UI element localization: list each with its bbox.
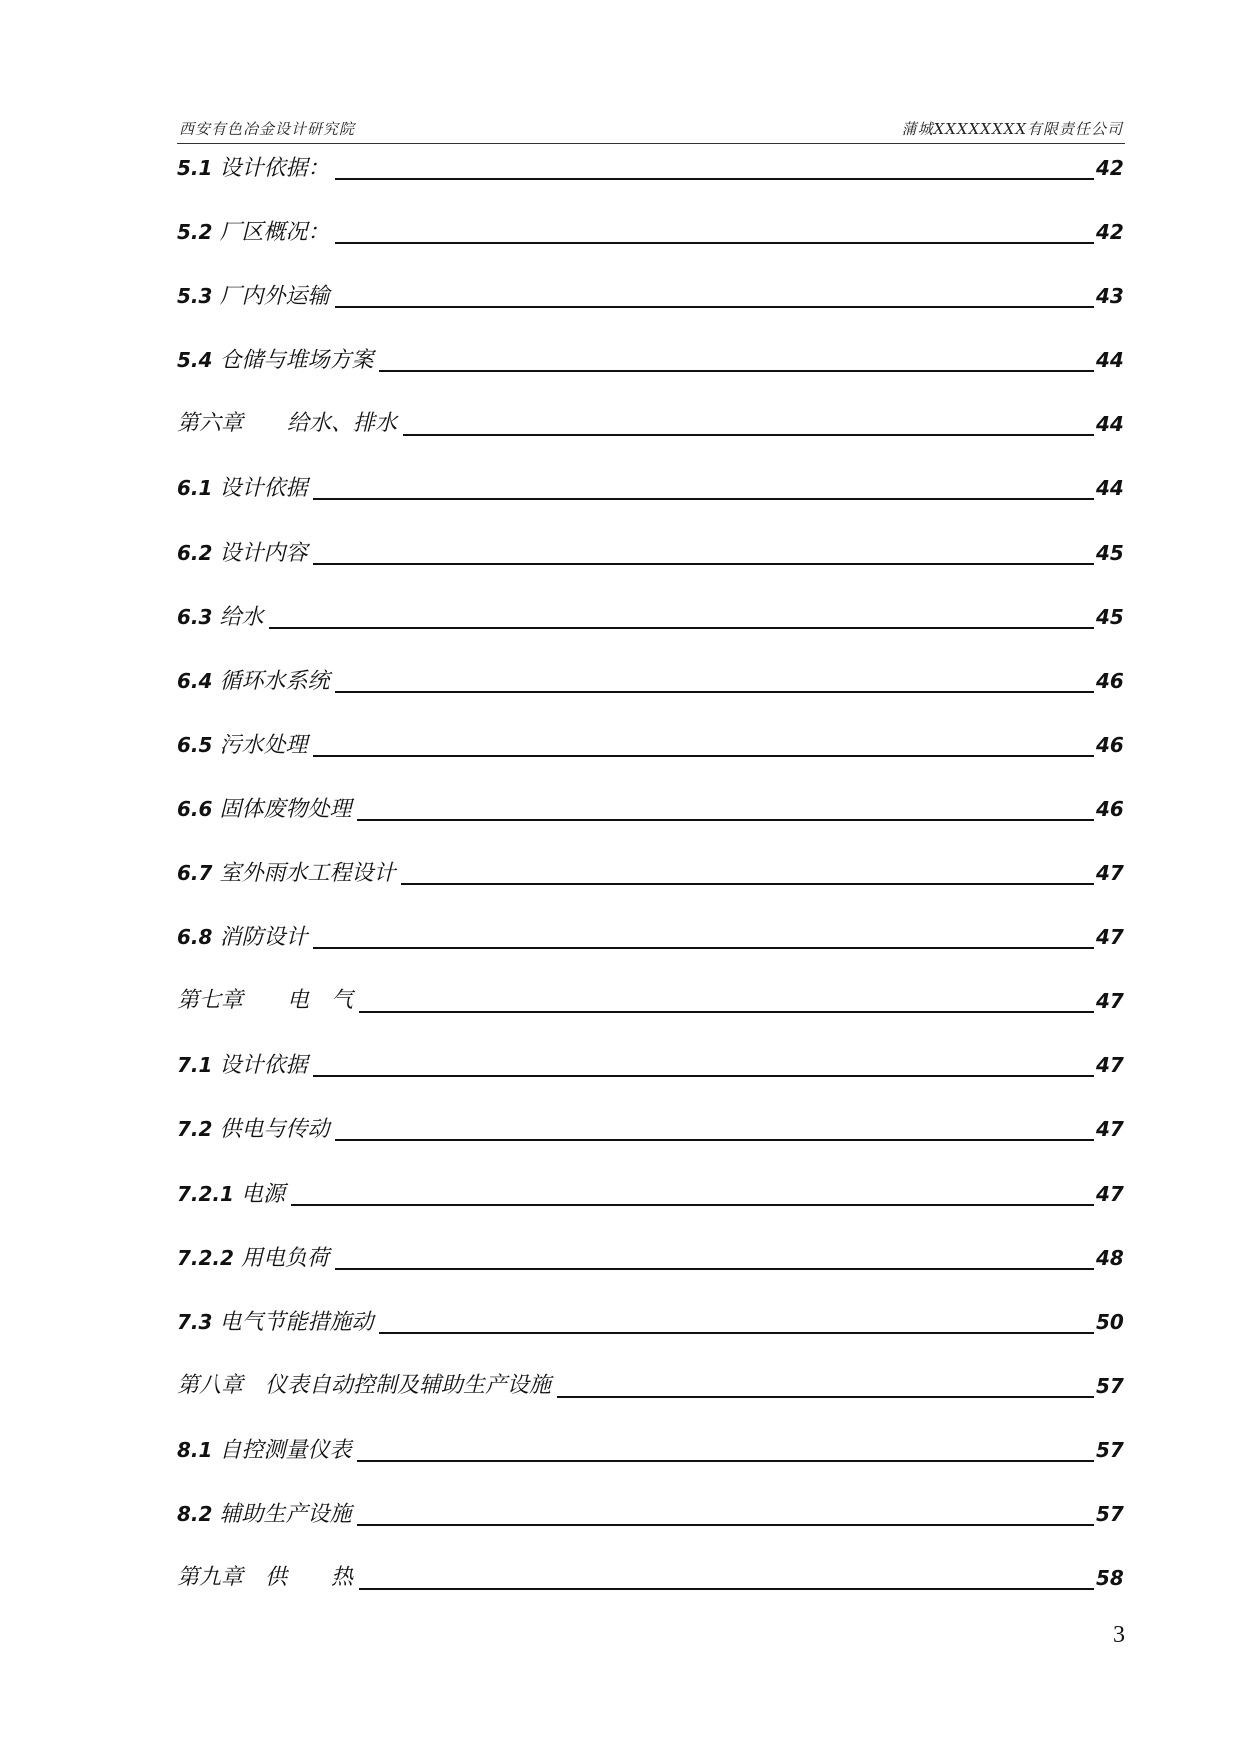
toc-chapter-entry[interactable] [177,1370,1122,1434]
toc-title: 第七章 电 气 [177,988,354,1014]
toc-title: 电气节能措施动 [219,1309,374,1335]
toc-page: 57 [1096,1437,1124,1462]
toc-page: 42 [1096,220,1124,245]
toc-leader [379,344,1094,372]
toc-page: 57 [1096,1501,1124,1526]
toc-page: 42 [1096,156,1124,180]
toc-leader [357,1434,1094,1462]
toc-page: 47 [1096,1053,1124,1078]
toc-page: 58 [1096,1566,1124,1591]
toc-page: 47 [1096,989,1124,1014]
toc-number: 6.7 [177,861,213,886]
toc-title: 循环水系统 [219,668,330,694]
header-left-org: 西安有色冶金设计研究院 [179,120,356,138]
toc-number: 6.1 [177,476,213,501]
toc-entry[interactable] [177,665,1122,729]
toc-leader [291,1178,1094,1206]
toc-chapter-entry[interactable] [177,408,1122,472]
toc-title: 第九章 供 热 [177,1565,354,1591]
toc-leader [403,408,1094,436]
toc-number: 6.4 [177,668,213,693]
toc-page: 46 [1096,732,1124,757]
toc-chapter-entry[interactable] [177,985,1122,1049]
toc-leader [335,280,1094,308]
toc-entry[interactable] [177,729,1122,793]
toc-entry[interactable] [177,152,1122,216]
toc-page: 46 [1096,668,1124,693]
toc-number: 6.2 [177,540,213,565]
toc-page: 57 [1096,1373,1124,1398]
page-number: 3 [1113,1622,1125,1648]
toc-leader [379,1306,1094,1334]
toc-entry[interactable] [177,1113,1122,1177]
toc-number: 6.3 [177,604,213,629]
toc-number: 8.1 [177,1437,213,1462]
toc-title: 供电与传动 [219,1117,330,1143]
toc-leader [313,729,1094,757]
toc-leader [335,152,1094,180]
toc-entry[interactable] [177,344,1122,408]
toc-leader [269,601,1094,629]
toc-title: 用电负荷 [240,1245,329,1271]
toc-title: 辅助生产设施 [219,1501,352,1527]
toc-leader [313,537,1094,565]
toc-number: 7.2.1 [177,1181,234,1206]
toc-entry[interactable] [177,280,1122,344]
toc-leader [313,921,1094,949]
toc-page: 46 [1096,796,1124,821]
toc-entry[interactable] [177,857,1122,921]
toc-leader [313,1049,1094,1077]
toc-entry[interactable] [177,472,1122,536]
toc-leader [335,1113,1094,1141]
toc-page: 47 [1096,1117,1124,1142]
toc-title: 厂区概况： [219,220,330,246]
toc-leader [313,472,1094,500]
toc-leader [359,985,1094,1013]
toc-page: 50 [1096,1309,1124,1334]
toc-entry[interactable] [177,537,1122,601]
toc-title: 第八章 仪表自动控制及辅助生产设施 [177,1372,552,1398]
toc-entry[interactable] [177,216,1122,280]
toc-number: 5.1 [177,156,213,180]
toc-page: 43 [1096,284,1124,309]
toc-entry[interactable] [177,921,1122,985]
toc-chapter-entry[interactable] [177,1562,1122,1626]
toc-number: 7.2.2 [177,1245,234,1270]
toc-title: 给水 [219,604,264,630]
toc-title: 室外雨水工程设计 [219,861,396,887]
toc-number: 5.4 [177,348,213,373]
toc-title: 自控测量仪表 [219,1437,352,1463]
toc-page: 44 [1096,476,1124,501]
toc-leader [557,1370,1094,1398]
toc-entry[interactable] [177,1178,1122,1242]
toc-leader [357,1498,1094,1526]
toc-leader [335,216,1094,244]
toc-leader [359,1562,1094,1590]
toc-page: 47 [1096,861,1124,886]
toc-title: 固体废物处理 [219,796,352,822]
toc-title: 设计依据 [219,476,308,502]
toc-title: 厂内外运输 [219,284,330,310]
toc-number: 5.2 [177,220,213,245]
toc-page: 47 [1096,1181,1124,1206]
toc-number: 6.6 [177,796,213,821]
toc-entry[interactable] [177,601,1122,665]
toc-title: 设计依据 [219,1053,308,1079]
toc-entry[interactable] [177,1242,1122,1306]
toc-title: 仓储与堆场方案 [219,348,374,374]
toc-title: 第六章 给水、排水 [177,411,398,437]
toc-title: 污水处理 [219,732,308,758]
toc-page: 45 [1096,604,1124,629]
toc-title: 设计依据： [219,156,330,181]
header-right-company: 蒲城XXXXXXXX有限责任公司 [901,120,1123,138]
toc-page: 44 [1096,412,1124,437]
header-rule [177,143,1125,144]
toc-number: 7.3 [177,1309,213,1334]
table-of-contents [177,152,1122,1626]
toc-leader [401,857,1094,885]
toc-entry[interactable] [177,1498,1122,1562]
toc-title: 消防设计 [219,925,308,951]
page-header [177,114,1125,144]
toc-number: 7.1 [177,1053,213,1078]
toc-entry[interactable] [177,1434,1122,1498]
toc-number: 7.2 [177,1117,213,1142]
toc-entry[interactable] [177,793,1122,857]
toc-number: 8.2 [177,1501,213,1526]
toc-leader [335,665,1094,693]
toc-page: 45 [1096,540,1124,565]
toc-leader [335,1242,1094,1270]
toc-page: 48 [1096,1245,1124,1270]
toc-page: 47 [1096,925,1124,950]
toc-page: 44 [1096,348,1124,373]
toc-title: 设计内容 [219,540,308,566]
toc-number: 5.3 [177,284,213,309]
toc-number: 6.8 [177,925,213,950]
toc-entry[interactable] [177,1049,1122,1113]
toc-entry[interactable] [177,1306,1122,1370]
toc-leader [357,793,1094,821]
toc-number: 6.5 [177,732,213,757]
toc-title: 电源 [240,1181,285,1207]
